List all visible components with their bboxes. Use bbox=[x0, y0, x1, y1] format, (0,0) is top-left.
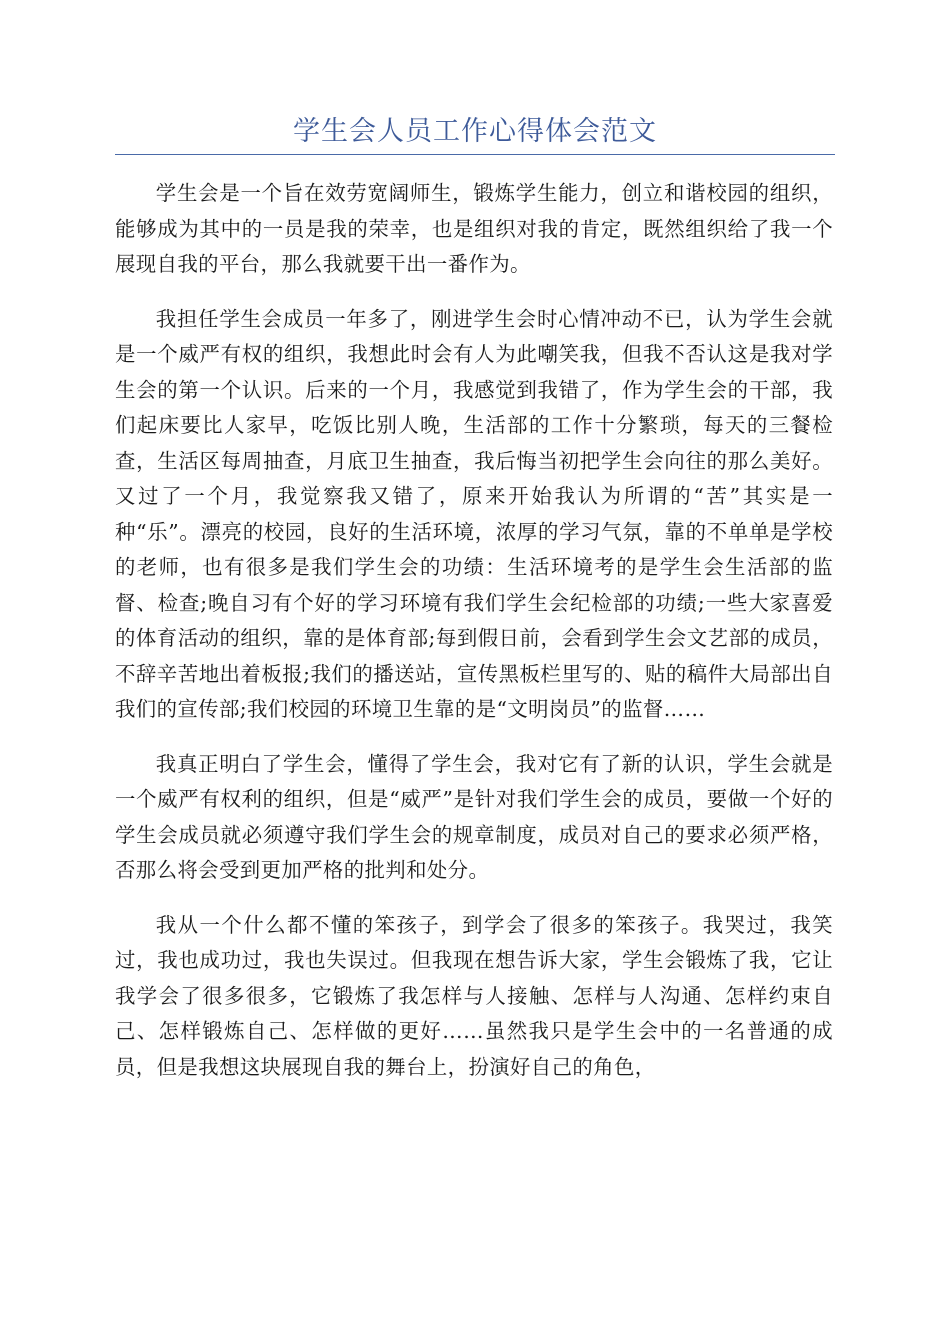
document-title: 学生会人员工作心得体会范文 bbox=[293, 116, 657, 147]
paragraph-1: 学生会是一个旨在效劳宽阔师生，锻炼学生能力，创立和谐校园的组织，能够成为其中的一员是我的荣幸，也是组织对我的肯定，既然组织给了我一个展现自我的平台，那么我就要干出一番作为。 bbox=[115, 181, 833, 276]
paragraph-3: 我真正明白了学生会，懂得了学生会，我对它有了新的认识，学生会就是一个威严有权利的组织，但是“威严”是针对我们学生会的成员，要做一个好的学生会成员就必须遵守我们学生会的规章制度，成员对自己的要求必须严格，否那么将会受到更加严格的批判和处分。 bbox=[115, 751, 833, 882]
title-underline bbox=[115, 154, 835, 155]
paragraph-4: 我从一个什么都不懂的笨孩子，到学会了很多的笨孩子。我哭过，我笑过，我也成功过，我也失误过。但我现在想告诉大家，学生会锻炼了我，它让我学会了很多很多，它锻炼了我怎样与人接触、怎样与人沟通、怎样约束自己、怎样锻炼自己、怎样做的更好……虽然我只是学生会中的一名普通的成员，但是我想这块展现自我的舞台上，扮演好自己的角色， bbox=[115, 912, 833, 1079]
paragraph-2: 我担任学生会成员一年多了，刚进学生会时心情冲动不已，认为学生会就是一个威严有权的组织，我想此时会有人为此嘲笑我，但我不否认这是我对学生会的第一个认识。后来的一个月，我感觉到我错了，作为学生会的干部，我们起床要比人家早，吃饭比别人晚，生活部的工作十分繁琐，每天的三餐检查，生活区每周抽查，月底卫生抽查，我后悔当初把学生会向往的那么美好。又过了一个月，我觉察我又错了，原来开始我认为所谓的“苦”其实是一种“乐”。漂亮的校园，良好的生活环境，浓厚的学习气氛，靠的不单单是学校的老师，也有很多是我们学生会的功绩：生活环境考的是学生会生活部的监督、检查;晚自习有个好的学习环境有我们学生会纪检部的功绩;一些大家喜爱的体育活动的组织，靠的是体育部;每到假日前，会看到学生会文艺部的成员，不辞辛苦地出着板报;我们的播送站，宣传黑板栏里写的、贴的稿件大局部出自我们的宣传部;我们校园的环境卫生靠的是“文明岗员”的监督…… bbox=[115, 306, 833, 721]
document-body bbox=[115, 176, 833, 1104]
